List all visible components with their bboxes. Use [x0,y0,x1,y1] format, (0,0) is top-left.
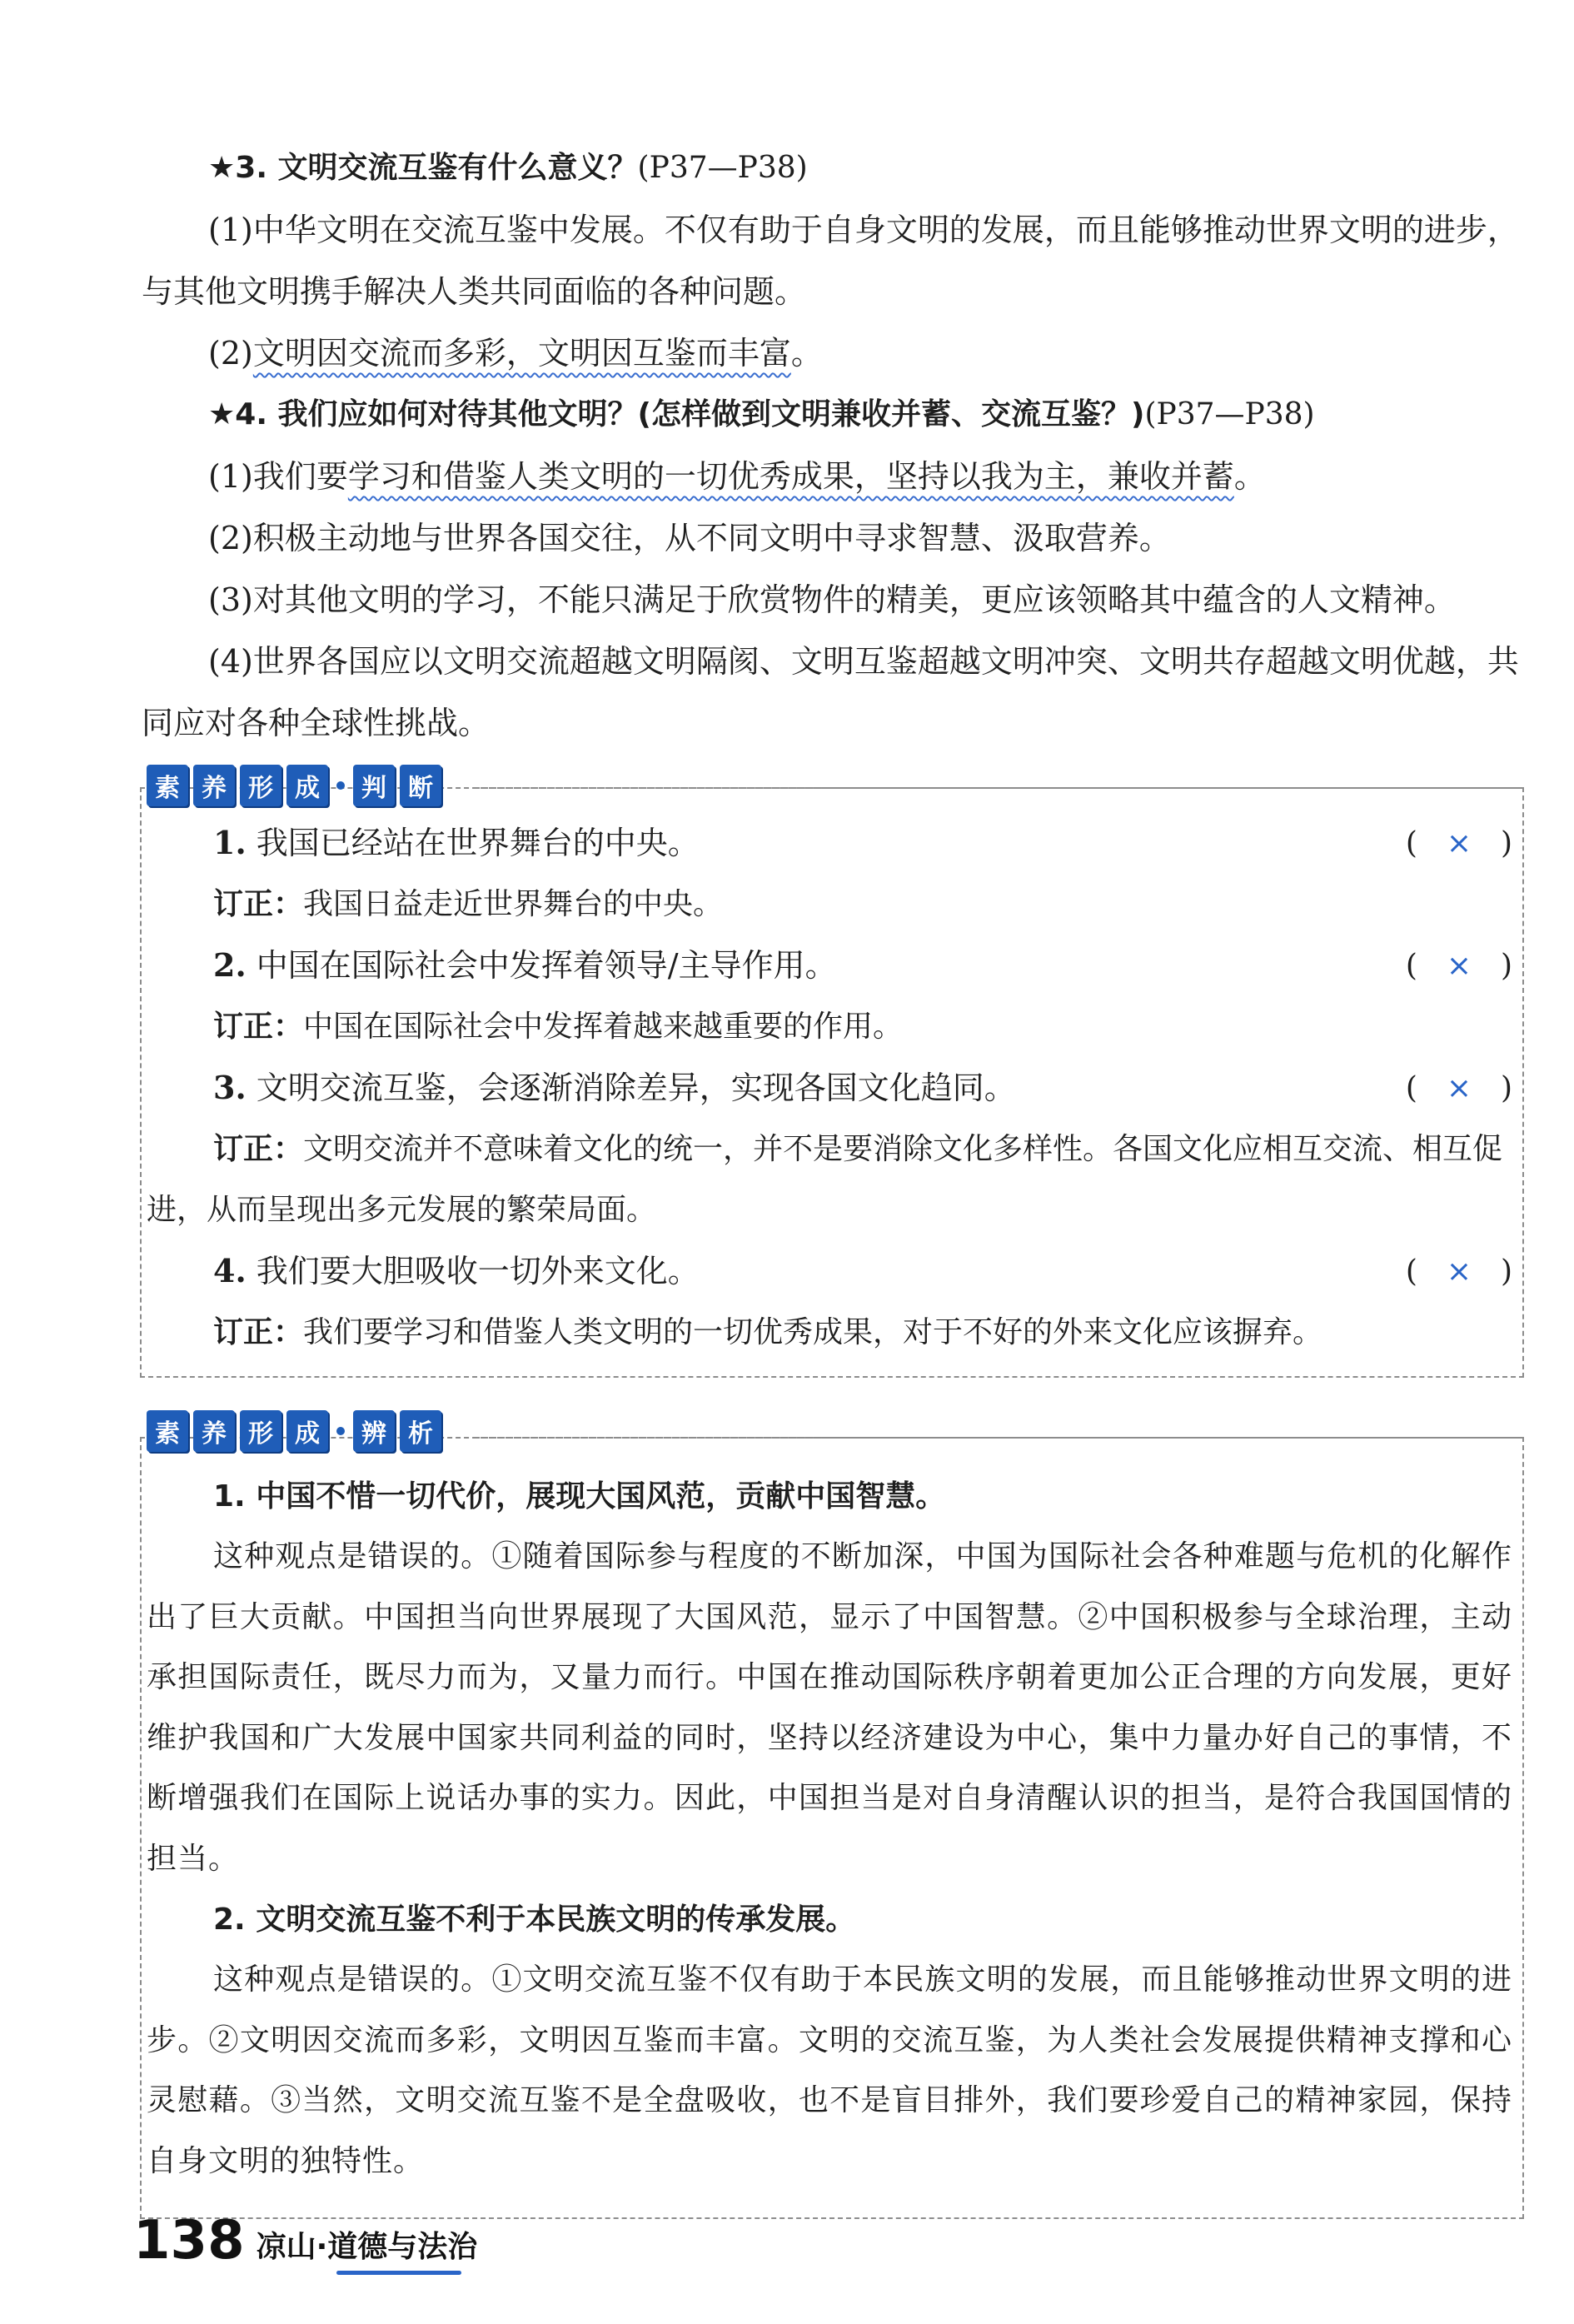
question-3-title: ★3. 文明交流互鉴有什么意义？(P37—P38) [208,151,808,185]
book-title: 凉山·道德与法治 [257,2225,478,2270]
correction: 订正：中国在国际社会中发挥着越来越重要的作用。 [213,1010,904,1044]
q4-point-3: (3)对其他文明的学习，不能只满足于欣赏物件的精美，更应该领略其中蕴含的人文精神。 [208,581,1456,618]
cross-mark-icon: × [1446,948,1472,983]
analyze-item-title: 1. 中国不惜一切代价，展现大国风范，贡献中国智慧。 [213,1479,946,1514]
judge-item: 3. 文明交流互鉴，会逐渐消除差异，实现各国文化趋同。 ( × ) [147,1057,1512,1119]
badge-char: 形 [240,1410,281,1452]
page-reference: (P37—P38) [1144,397,1315,431]
page-number: 138 [133,2210,245,2272]
key-point-underline: 学习和借鉴人类文明的一切优秀成果，坚持以我为主，兼收并蓄 [347,458,1234,495]
badge-char: 成 [286,1410,328,1452]
key-point-underline: 文明因交流而多彩，文明因互鉴而丰富 [252,335,791,372]
correction: 订正：文明交流并不意味着文化的统一，并不是要消除文化多样性。各国文化应相互交流、相互促进，从而呈现出多元发展的繁荣局面。 [147,1132,1503,1227]
page-reference: (P37—P38) [637,151,808,185]
knowledge-section [142,137,1524,754]
q3-point-2: (2)文明因交流而多彩，文明因互鉴而丰富。 [208,335,823,372]
divider [475,1437,1521,1439]
judge-item: 4. 我们要大胆吸收一切外来文化。 ( × ) [147,1240,1512,1302]
analyze-item-body: 这种观点是错误的。①文明交流互鉴不仅有助于本民族文明的发展，而且能够推动世界文明的进步。②文明因交流而多彩，文明因互鉴而丰富。文明的交流互鉴，为人类社会发展提供精神支撑和心灵慰藉。③当然，文明交流互鉴不是全盘吸收，也不是盲目排外，我们要珍爱自己的精神家园，保持自身文明的独特性。 [147,1962,1512,2178]
divider [475,787,1521,789]
page-footer [133,2212,477,2270]
q3-point-1: (1)中华文明在交流互鉴中发展。不仅有助于自身文明的发展，而且能够推动世界文明的进步，与其他文明携手解决人类共同面临的各种问题。 [142,212,1519,310]
badge-char: 辨 [353,1410,395,1452]
cross-mark-icon: × [1446,1254,1472,1289]
badge-char: 判 [353,765,395,806]
dot-icon [333,1424,348,1439]
cross-mark-icon: × [1446,1070,1472,1105]
analyze-item-title: 2. 文明交流互鉴不利于本民族文明的传承发展。 [213,1903,856,1937]
judge-section-badge [147,765,441,806]
analyze-item-body: 这种观点是错误的。①随着国际参与程度的不断加深，中国为国际社会各种难题与危机的化解作出了巨大贡献。中国担当向世界展现了大国风范，显示了中国智慧。②中国积极参与全球治理，主动承担国际责任，既尽力而为，又量力而行。中国在推动国际秩序朝着更加公正合理的方向发展，更好维护我国和广大发展中国家共同利益的同时，坚持以经济建设为中心，集中力量办好自己的事情，不断增强我们在国际上说话办事的实力。因此，中国担当是对自身清醒认识的担当，是符合我国国情的担当。 [147,1539,1512,1876]
answer-bracket: ( × ) [1406,1241,1512,1302]
answer-bracket: ( × ) [1406,935,1512,996]
badge-char: 养 [193,1410,235,1452]
analyze-section-badge [147,1410,441,1452]
badge-char: 素 [147,1410,188,1452]
question-4-title: ★4. 我们应如何对待其他文明？(怎样做到文明兼收并蓄、交流互鉴？)(P37—P38) [208,397,1315,431]
q4-point-2: (2)积极主动地与世界各国交往，从不同文明中寻求智慧、汲取营养。 [208,520,1171,556]
q4-point-4: (4)世界各国应以文明交流超越文明隔阂、文明互鉴超越文明冲突、文明共存超越文明优越，共同应对各种全球性挑战。 [142,643,1519,741]
correction: 订正：我国日益走近世界舞台的中央。 [213,887,724,921]
answer-bracket: ( × ) [1406,1058,1512,1119]
q4-point-1: (1)我们要学习和借鉴人类文明的一切优秀成果，坚持以我为主，兼收并蓄。 [208,458,1266,495]
badge-char: 断 [400,765,441,806]
correction: 订正：我们要学习和借鉴人类文明的一切优秀成果，对于不好的外来文化应该摒弃。 [213,1315,1323,1349]
cross-mark-icon: × [1446,825,1472,860]
badge-char: 养 [193,765,235,806]
accent-bar [336,2271,461,2275]
judge-list [147,812,1512,1363]
judge-item: 1. 我国已经站在世界舞台的中央。 ( × ) [147,812,1512,874]
badge-char: 成 [286,765,328,806]
badge-char: 素 [147,765,188,806]
answer-bracket: ( × ) [1406,813,1512,874]
badge-char: 析 [400,1410,441,1452]
badge-char: 形 [240,765,281,806]
analyze-list [147,1466,1512,2192]
judge-item: 2. 中国在国际社会中发挥着领导/主导作用。 ( × ) [147,935,1512,996]
dot-icon [333,778,348,793]
